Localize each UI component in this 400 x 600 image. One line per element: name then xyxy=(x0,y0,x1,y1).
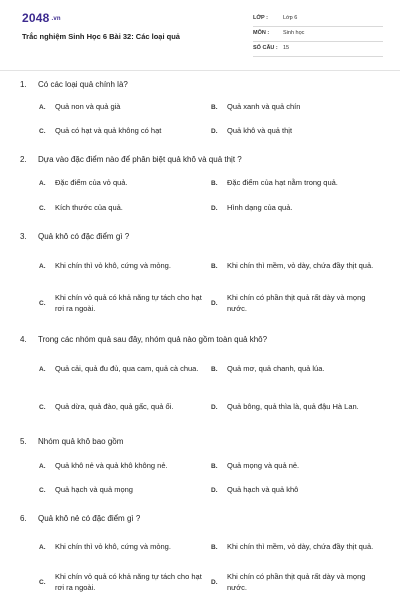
header xyxy=(0,0,400,64)
meta-subject-row xyxy=(253,29,383,42)
option-d[interactable]: D. Khi chín có phần thịt quả rất dày và mọng nước. xyxy=(211,572,366,592)
meta-subject-key: MÔN : xyxy=(253,30,270,36)
meta-class-value: Lớp 6 xyxy=(283,15,298,21)
meta-count-value: 15 xyxy=(283,45,290,51)
question-text: 2. Dựa vào đặc điểm nào để phân biệt quả khô và quả thịt ? xyxy=(20,155,242,164)
option-b[interactable]: B. Quả mơ, quả chanh, quả lúa. xyxy=(211,364,325,374)
option-a[interactable]: A. Quả khô nẻ và quả khô không nẻ. xyxy=(39,461,168,470)
question-text: 3. Quả khô có đặc điểm gì ? xyxy=(20,232,130,241)
option-d[interactable]: D. Quả khô và quả thịt xyxy=(211,126,293,135)
logo-text: 2048 xyxy=(22,11,50,25)
option-a[interactable]: A. Quả non và quả già xyxy=(39,102,121,111)
option-a[interactable]: A. Khi chín thì vỏ khô, cứng và mỏng. xyxy=(39,261,171,271)
question-text: 6. Quả khô nẻ có đặc điểm gì ? xyxy=(20,514,141,523)
option-b[interactable]: B. Quả mọng và quả nẻ. xyxy=(211,461,300,470)
option-d[interactable]: D. Quả hạch và quả khô xyxy=(211,485,299,494)
option-c[interactable]: C. Kích thước của quả. xyxy=(39,203,123,212)
option-b[interactable]: B. Đặc điểm của hạt nằm trong quả. xyxy=(211,178,338,187)
page-title: Trắc nghiệm Sinh Học 6 Bài 32: Các loại quả xyxy=(22,32,180,41)
option-a[interactable]: A. Khi chín thì vỏ khô, cứng và mỏng. xyxy=(39,542,171,552)
option-d[interactable]: D. Hình dạng của quả. xyxy=(211,203,293,212)
meta-class-row xyxy=(253,14,383,27)
question-text: 4. Trong các nhóm quả sau đây, nhóm quả nào gồm toàn quả khô? xyxy=(20,335,268,344)
meta-subject-value: Sinh học xyxy=(283,30,305,36)
header-divider xyxy=(0,70,400,71)
option-b[interactable]: B. Quả xanh và quả chín xyxy=(211,102,301,111)
option-c[interactable]: C. Quả có hạt và quả không có hạt xyxy=(39,126,162,135)
option-c[interactable]: C. Khi chín vỏ quả có khả năng tự tách cho hạt rơi ra ngoài. xyxy=(39,572,202,592)
option-c[interactable]: C. Quả hạch và quả mọng xyxy=(39,485,133,494)
meta-count-row xyxy=(253,44,383,57)
option-d[interactable]: D. Khi chín có phần thịt quả rất dày và mọng nước. xyxy=(211,293,366,313)
meta-count-key: SỐ CÂU : xyxy=(253,45,278,51)
option-a[interactable]: A. Đặc điểm của vỏ quả. xyxy=(39,178,128,187)
meta-class-key: LỚP : xyxy=(253,15,268,21)
option-a[interactable]: A. Quả cải, quả đu đủ, qua cam, quả cà chua. xyxy=(39,364,199,374)
option-c[interactable]: C. Khi chín vỏ quả có khả năng tự tách cho hạt rơi ra ngoài. xyxy=(39,293,202,313)
question-text: 1. Có các loại quả chính là? xyxy=(20,80,128,89)
option-b[interactable]: B. Khi chín thì mềm, vỏ dày, chứa đầy thịt quả. xyxy=(211,542,374,552)
option-d[interactable]: D. Quả bông, quả thìa là, quả đậu Hà Lan. xyxy=(211,402,359,412)
logo-domain: .vn xyxy=(51,15,61,22)
option-b[interactable]: B. Khi chín thì mềm, vỏ dày, chứa đầy thịt quả. xyxy=(211,261,374,271)
question-text: 5. Nhóm quả khô bao gồm xyxy=(20,437,124,446)
site-logo[interactable] xyxy=(22,11,61,25)
option-c[interactable]: C. Quả dừa, quả đào, quả gấc, quả ổi. xyxy=(39,402,174,412)
